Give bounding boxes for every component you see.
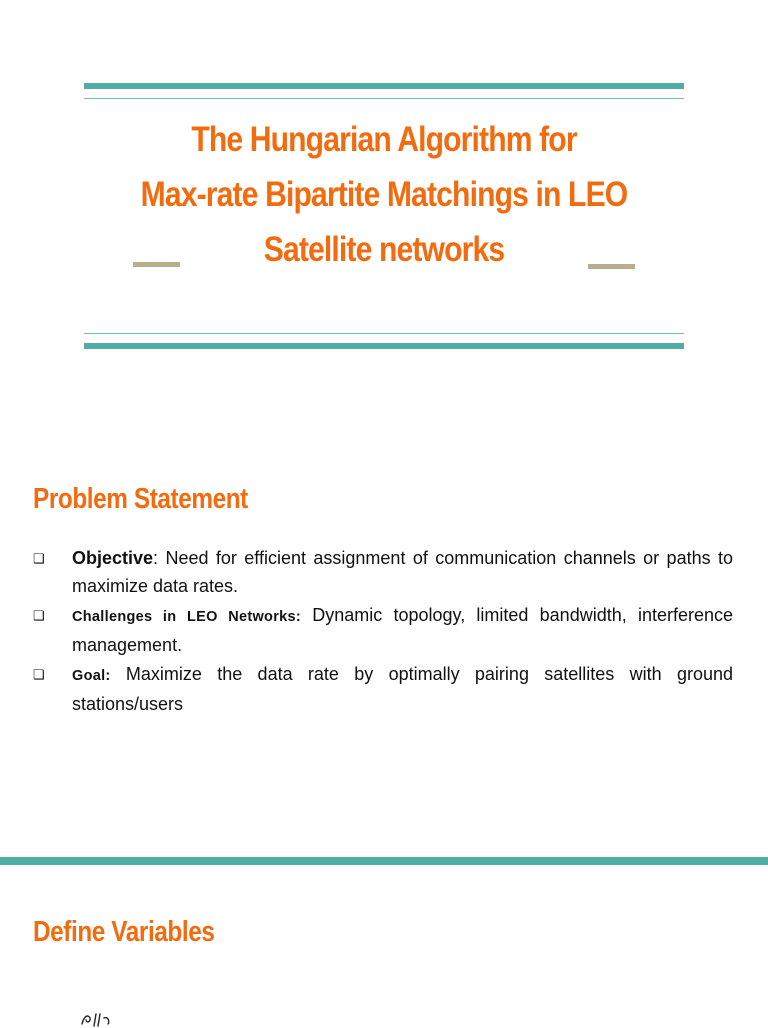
problem-statement-list (33, 544, 733, 719)
list-item-term: Goal: (72, 668, 111, 684)
define-variables-heading: Define Variables (33, 916, 215, 948)
handwritten-scribble-icon (78, 1008, 158, 1028)
title-line-1: The Hungarian Algorithm for (191, 120, 577, 159)
title-bottom-thick-rule (84, 343, 684, 349)
list-item (33, 544, 733, 600)
page-title (126, 112, 642, 277)
title-right-dash (588, 264, 635, 269)
list-item-separator: : (153, 548, 159, 568)
title-left-dash (133, 262, 180, 267)
title-line-2: Max-rate Bipartite Matchings in LEO (140, 175, 628, 214)
list-item-text: Dynamic topology, limited bandwidth, interference management. (72, 605, 733, 655)
list-item-term: Challenges in LEO Networks: (72, 609, 302, 625)
title-top-thick-rule (84, 83, 684, 89)
section-divider (0, 857, 768, 865)
list-item-term: Objective (72, 548, 154, 568)
checkbox-bullet-icon: ❑ (33, 551, 45, 566)
list-item-text: Need for efficient assignment of communication channels or paths to maximize data rates. (72, 548, 733, 596)
list-item-text: Maximize the data rate by optimally pairing satellites with ground stations/users (72, 664, 733, 714)
checkbox-bullet-icon: ❑ (33, 608, 45, 623)
list-item (33, 660, 733, 718)
list-item (33, 601, 733, 659)
checkbox-bullet-icon: ❑ (33, 667, 45, 682)
title-line-3: Satellite networks (263, 230, 505, 269)
title-bottom-thin-rule (84, 333, 684, 334)
problem-statement-heading: Problem Statement (33, 483, 248, 515)
title-top-thin-rule (84, 98, 684, 99)
